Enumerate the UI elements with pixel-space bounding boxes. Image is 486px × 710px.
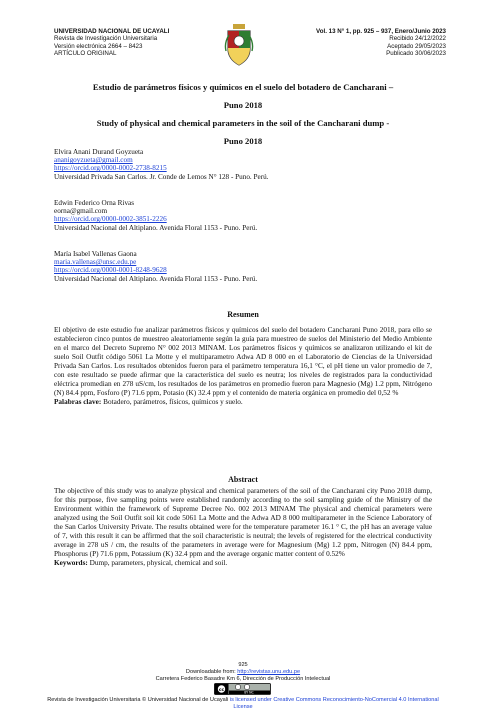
download-label: Downloadable from: xyxy=(185,669,238,675)
header-left xyxy=(54,28,169,57)
volume-info: Vol. 13 N° 1, pp. 925 – 937, Enero/Junio 2023 xyxy=(316,28,446,35)
author-name: Edwin Federico Orna Rivas xyxy=(54,199,135,207)
article-type: ARTÍCULO ORIGINAL xyxy=(54,49,117,57)
creative-commons-badge-icon xyxy=(214,683,271,695)
author-name: Elvira Anani Durand Goyzueta xyxy=(54,148,144,156)
author-email: eorna@gmail.com xyxy=(54,207,108,216)
author-2 xyxy=(54,199,257,232)
abstract-keywords: Dump, parameters, physical, chemical and soil. xyxy=(87,559,228,567)
author-orcid-link[interactable]: https://orcid.org/0000-0002-3851-2226 xyxy=(54,215,167,224)
license-link[interactable]: Creative Commons Reconocimiento-NoComercial 4.0 International License xyxy=(233,697,439,710)
author-orcid-link[interactable]: https://orcid.org/0000-0001-8248-9628 xyxy=(54,266,167,275)
journal-name: Revista de Investigación Universitaria xyxy=(54,35,158,43)
published-date: Publicado 30/06/2023 xyxy=(386,49,446,57)
download-line xyxy=(40,669,446,676)
cc-by-text: BY NC xyxy=(244,690,254,695)
university-name: UNIVERSIDAD NACIONAL DE UCAYALI xyxy=(54,28,170,35)
license-prefix: Revista de Investigación Universitaria xyxy=(47,697,143,703)
title-es-line1: Estudio de parámetros físicos y químicos en el suelo del botadero de Cancharani – xyxy=(92,82,394,92)
header-right xyxy=(316,28,446,57)
footer-address: Carretera Federico Basadre Km 6, Dirección de Producción Intelectual xyxy=(155,676,331,682)
cc-text: cc xyxy=(218,687,225,693)
author-affiliation: Universidad Nacional del Altiplano. Avenida Floral 1153 - Puno. Perú. xyxy=(54,274,258,283)
resumen-body xyxy=(54,326,432,407)
resumen-heading: Resumen xyxy=(227,310,259,319)
author-email-link[interactable]: maria.vallenas@unsc.edu.pe xyxy=(54,258,137,267)
license-mid: is licensed under xyxy=(228,697,274,703)
license-owner: © Universidad Nacional de Ucayali xyxy=(142,697,229,703)
author-3 xyxy=(54,250,257,283)
author-affiliation: Universidad Nacional del Altiplano. Avenida Floral 1153 - Puno. Perú. xyxy=(54,223,258,232)
author-orcid-link[interactable]: https://orcid.org/0000-0002-2738-8215 xyxy=(54,164,167,173)
page-number: 925 xyxy=(238,662,248,668)
received-date: Recibido 24/12/2022 xyxy=(389,35,446,43)
accepted-date: Aceptado 29/05/2023 xyxy=(387,42,446,50)
author-1 xyxy=(54,148,268,181)
title-en-line2: Puno 2018 xyxy=(223,136,263,146)
university-logo-icon xyxy=(224,23,254,67)
edition: Versión electrónica 2664 – 8423 xyxy=(54,42,143,50)
resumen-keywords-label: Palabras clave: xyxy=(54,398,102,406)
abstract-heading: Abstract xyxy=(228,475,258,484)
abstract-text: The objective of this study was to analyze physical and chemical parameters of the soil of the Cancharani city Puno 2018 dump, for this purpose, five sampling points were established randomly according to the soil sampling guide of the Ministry of the Environment within the framework of Supreme Decree No. 002 2013 MINAM The physical and chemical parameters were analyzed using the Soil Outfit soil kit code 5061 La Motte and the Adwa AD 8 000 multiparameter in the Science Laboratory of the San Carlos University Private. The results obtained were for the temperature parameter 16.1 ° C, the pH has an average value of 7, with this result it can be affirmed that the soil characteristic is neutral; the levels of registered for the electrical conductivity average in 278 uS / cm, the results of the parameters in average were for Magnesium (Mg) 1.2 ppm, Nitrogen (N) 84.4 ppm, Phosphorus (P) 71.6 ppm, Potassium (K) 32.4 ppm and the average organic matter content of 0.52% xyxy=(54,487,432,558)
author-affiliation: Universidad Privada San Carlos. Jr. Conde de Lemos N° 128 - Puno. Perú. xyxy=(54,172,269,181)
download-link[interactable]: http://revistas.unu.edu.pe xyxy=(237,669,301,675)
title-en-line1: Study of physical and chemical parameters in the soil of the Cancharani dump - xyxy=(96,118,390,128)
abstract-keywords-label: Keywords: xyxy=(54,559,88,567)
resumen-text: El objetivo de este estudio fue analizar parámetros físicos y químicos del suelo del botadero Cancharani Puno 2018, para ello se establecieron cinco puntos de muestreo aleatoriamente según la guía para muestreo de suelos del Ministerio del Medio Ambiente en el marco del Decreto Supremo N° 002 2013 MINAM. Los parámetros físicos y químicos se analizaron utilizando el kit de suelo Soil Outfit código 5061 La Motte y el multiparametro Adwa AD 8 000 en el Laboratorio de Ciencias de la Universidad Privada San Carlos. Los resultados obtenidos fueron para el parámetro temperatura 16,1 °C, el pH tiene un valor promedio de 7, con este resultado se puede afirmar que la característica del suelo es neutra; los niveles de registrados para la conductividad eléctrica promedian en 278 uS/cm, los resultados de los parámetros en promedio fueron para Magnesio (Mg) 1.2 ppm, Nitrógeno (N) 84.4 ppm, Fosforo (P) 71.6 ppm, Potasio (K) 32.4 ppm y el contenido de materia orgánica en promedio del 0,52 % xyxy=(54,326,432,397)
license-line xyxy=(40,697,446,710)
resumen-keywords: Botadero, parámetros, físicos, químicos y suelo. xyxy=(101,398,243,406)
author-email-link[interactable]: ananigoyzueta@gmail.com xyxy=(54,156,133,165)
title-es-line2: Puno 2018 xyxy=(223,100,263,110)
author-name: María Isabel Vallenas Gaona xyxy=(54,250,137,258)
abstract-body xyxy=(54,487,432,568)
